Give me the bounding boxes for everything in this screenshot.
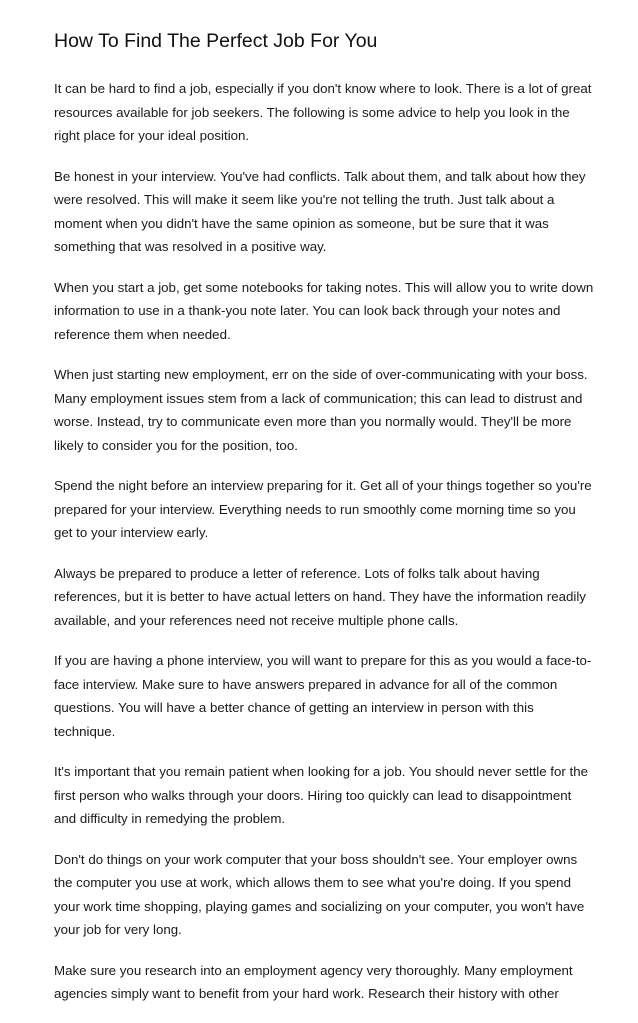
paragraph-notebooks: When you start a job, get some notebooks for taking notes. This will allow you to write down information to use in a thank-you note later. You can look back through your notes and reference them when needed.: [54, 279, 594, 342]
paragraph-honest-interview: Be honest in your interview. You've had conflicts. Talk about them, and talk about how they were resolved. This will make it seem like you're not telling the truth. Just talk about a moment when you didn't have the same opinion as someone, but be sure that it was something that was resolved in a positive way.: [54, 168, 586, 254]
document-page: [54, 28, 594, 1023]
paragraph-employment-agency: Make sure you research into an employment agency very thoroughly. Many employment agencies simply want to benefit from your hard work. Research their history with other: [54, 962, 573, 1001]
paragraph-patience: It's important that you remain patient when looking for a job. You should never settle for the first person who walks through your doors. Hiring too quickly can lead to disappointment and difficulty in remedying the problem.: [54, 764, 588, 826]
paragraph-communicating: When just starting new employment, err on the side of over-communicating with your boss. Many employment issues stem from a lack of communication; this can lead to distrust and worse. Instead, try to communicate even more than you normally would. They'll be more likely to consider you for the position, too.: [54, 367, 588, 453]
paragraph-reference-letter: Always be prepared to produce a letter of reference. Lots of folks talk about having references, but it is better to have actual letters on hand. They have the information readily available, and your references need not receive multiple phone calls.: [54, 565, 586, 628]
paragraph-intro: It can be hard to find a job, especially if you don't know where to look. There is a lot of great resources available for job seekers. The following is some advice to help you look in the right place for your ideal position.: [54, 81, 592, 143]
paragraph-work-computer: Don't do things on your work computer that your boss shouldn't see. Your employer owns the computer you use at work, which allows them to see what you're doing. If you spend your work time shopping, playing games and socializing on your computer, you won't have your job for very long.: [54, 851, 585, 937]
paragraph-night-before: Spend the night before an interview preparing for it. Get all of your things together so you're prepared for your interview. Everything needs to run smoothly come morning time so you get to your interview early.: [54, 478, 592, 540]
paragraph-phone-interview: If you are having a phone interview, you will want to prepare for this as you would a face-to-face interview. Make sure to have answers prepared in advance for all of the common questions. You will have a better chance of getting an interview in person with this technique.: [54, 653, 592, 739]
document-title: How To Find The Perfect Job For You: [54, 30, 378, 52]
